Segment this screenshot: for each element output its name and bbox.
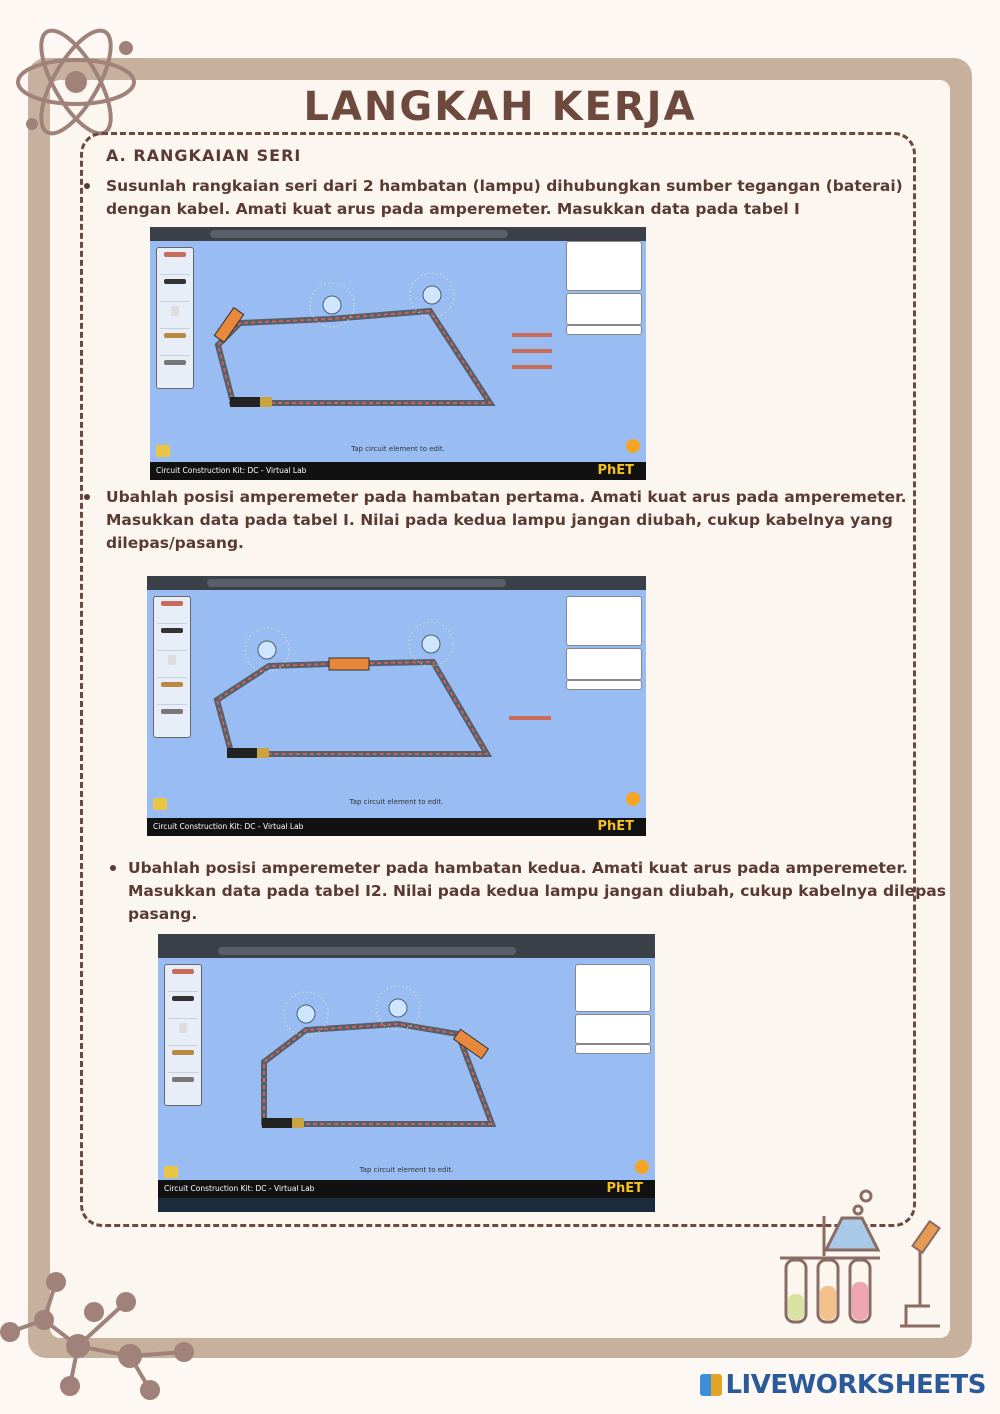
status-text: Tap circuit element to edit. [359,1166,454,1174]
lab-equipment-icon [780,1186,950,1336]
page-title: LANGKAH KERJA [303,84,697,130]
status-text: Tap circuit element to edit. [351,445,445,453]
simulation-screenshot-1 [150,227,646,480]
watermark: LIVEWORKSHEETS [700,1370,986,1400]
step-2-text: Ubahlah posisi amperemeter pada hambatan pertama. Amati kuat arus pada amperemeter. Masukkan data pada tabel I. Nilai pada kedua lampu jangan diubah, cukup kabelnya yang dilepas/pasang. [106,488,907,552]
step-1-text: Susunlah rangkaian seri dari 2 hambatan (lampu) dihubungkan sumber tegangan (baterai) dengan kabel. Amati kuat arus pada amperemeter. Masukkan data pada tabel I [106,177,903,218]
status-text: Tap circuit element to edit. [349,798,444,806]
simulation-screenshot-3 [158,934,655,1212]
liveworksheets-logo-icon [700,1374,722,1396]
bullet [84,494,90,500]
reset-icon[interactable] [626,439,640,453]
reset-icon[interactable] [626,792,640,806]
phet-logo: PhET [597,819,634,834]
simulation-screenshot-2 [147,576,646,836]
molecule-icon [0,1262,200,1414]
phet-logo: PhET [606,1181,643,1196]
sim-footer: Circuit Construction Kit: DC - Virtual Lab PhET [147,818,646,836]
circuit-diagram [150,227,646,480]
sim-footer: Circuit Construction Kit: DC - Virtual Lab PhET [158,1180,655,1198]
section-title: A. RANGKAIAN SERI [106,146,302,165]
bullet [110,865,116,871]
sim-footer: Circuit Construction Kit: DC - Virtual Lab PhET [150,462,646,480]
step-3-text: Ubahlah posisi amperemeter pada hambatan kedua. Amati kuat arus pada amperemeter. Masukkan data pada tabel I2. Nilai pada kedua lampu jangan diubah, cukup kabelnya dilepas pasang. [128,859,946,923]
reset-icon[interactable] [635,1160,649,1174]
circuit-diagram [147,576,646,836]
bullet [84,183,90,189]
phet-logo: PhET [597,463,634,478]
taskbar [158,1198,655,1212]
